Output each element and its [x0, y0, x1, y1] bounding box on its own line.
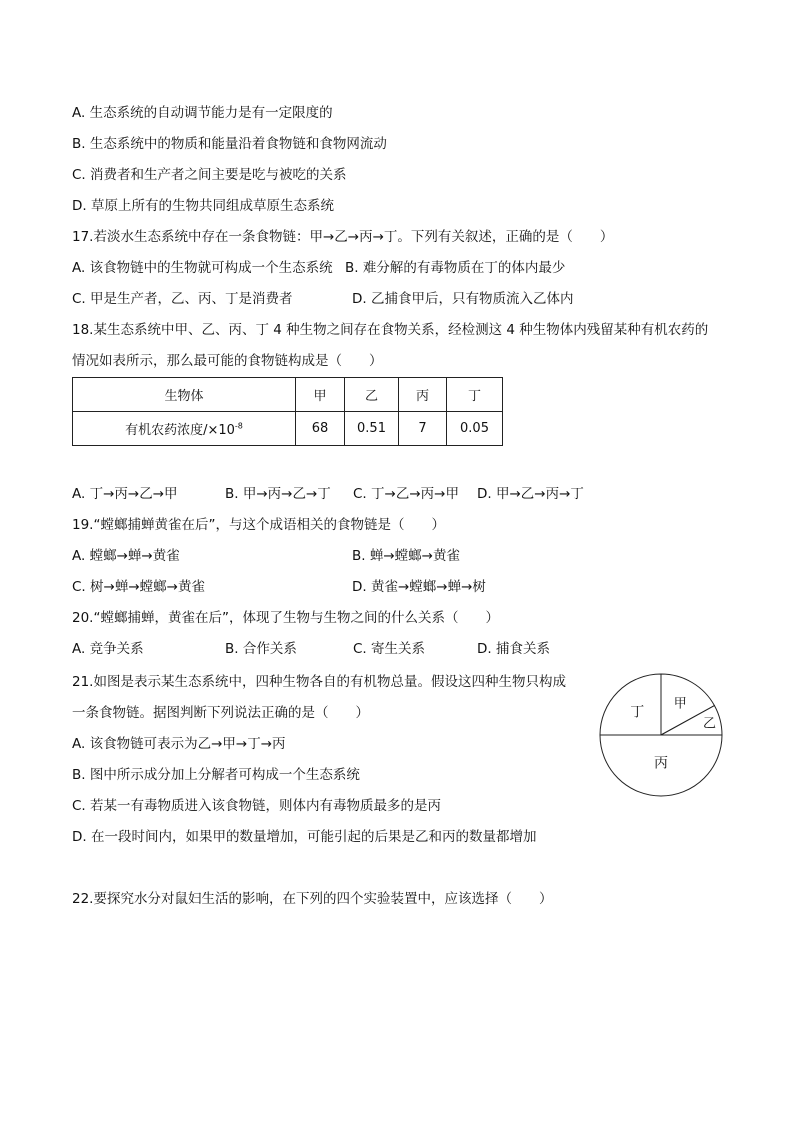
table-cell: 0.51	[345, 412, 399, 446]
q17-option-b: B. 难分解的有毒物质在丁的体内最少	[345, 260, 566, 276]
pesticide-table	[72, 377, 503, 446]
table-cell: 68	[296, 412, 345, 446]
q20-option-c: C. 寄生关系	[353, 641, 426, 657]
q20-stem: 20.“螳螂捕蝉，黄雀在后”，体现了生物与生物之间的什么关系（ ）	[72, 610, 499, 626]
q16-option-c: C. 消费者和生产者之间主要是吃与被吃的关系	[72, 167, 347, 183]
table-header-cell: 丙	[399, 378, 447, 412]
table-row-label	[73, 412, 296, 446]
q16-option-b: B. 生态系统中的物质和能量沿着食物链和食物网流动	[72, 136, 387, 152]
q20-option-d: D. 捕食关系	[477, 641, 550, 657]
q17-option-d: D. 乙捕食甲后，只有物质流入乙体内	[352, 291, 574, 307]
q21-stem-line1: 21.如图是表示某生态系统中，四种生物各自的有机物总量。假设这四种生物只构成	[72, 674, 566, 690]
q17-stem: 17.若淡水生态系统中存在一条食物链：甲→乙→丙→丁。下列有关叙述，正确的是（ ）	[72, 229, 614, 245]
q18-stem-line2: 情况如表所示，那么最可能的食物链构成是（ ）	[72, 353, 383, 369]
table-header-cell: 甲	[296, 378, 345, 412]
q20-option-a: A. 竞争关系	[72, 641, 144, 657]
pie-slice-label: 丁	[630, 704, 645, 721]
q19-option-b: B. 蝉→螳螂→黄雀	[352, 548, 460, 564]
table-header-label: 生物体	[73, 378, 296, 412]
table-header-cell: 乙	[345, 378, 399, 412]
q17-option-a: A. 该食物链中的生物就可构成一个生态系统	[72, 260, 333, 276]
q21-stem-line2: 一条食物链。据图判断下列说法正确的是（ ）	[72, 705, 369, 721]
q22-stem: 22.要探究水分对鼠妇生活的影响，在下列的四个实验装置中，应该选择（ ）	[72, 891, 553, 907]
q19-option-d: D. 黄雀→螳螂→蝉→树	[352, 579, 486, 595]
table-cell: 7	[399, 412, 447, 446]
q19-option-c: C. 树→蝉→螳螂→黄雀	[72, 579, 205, 595]
q21-option-b: B. 图中所示成分加上分解者可构成一个生态系统	[72, 767, 360, 783]
q17-option-c: C. 甲是生产者，乙、丙、丁是消费者	[72, 291, 293, 307]
q18-option-b: B. 甲→丙→乙→丁	[225, 486, 331, 502]
q18-option-a: A. 丁→丙→乙→甲	[72, 486, 178, 502]
row-label-text: 有机农药浓度/×10	[125, 423, 235, 438]
pie-slice-label: 乙	[702, 716, 716, 732]
q16-option-d: D. 草原上所有的生物共同组成草原生态系统	[72, 198, 334, 214]
q21-option-d: D. 在一段时间内，如果甲的数量增加，可能引起的后果是乙和丙的数量都增加	[72, 829, 537, 845]
q21-option-c: C. 若某一有毒物质进入该食物链，则体内有毒物质最多的是丙	[72, 798, 442, 814]
q16-option-a: A. 生态系统的自动调节能力是有一定限度的	[72, 105, 333, 121]
organic-matter-pie-chart	[598, 672, 724, 798]
q18-option-d: D. 甲→乙→丙→丁	[477, 486, 584, 502]
q21-option-a: A. 该食物链可表示为乙→甲→丁→丙	[72, 736, 286, 752]
q18-option-c: C. 丁→乙→丙→甲	[353, 486, 459, 502]
q18-stem-line1: 18.某生态系统中甲、乙、丙、丁 4 种生物之间存在食物关系，经检测这 4 种生物体内残留某种有机农药的	[72, 322, 709, 338]
pie-slice-label: 丙	[654, 755, 668, 772]
table-cell: 0.05	[447, 412, 503, 446]
q19-stem: 19.“螳螂捕蝉黄雀在后”，与这个成语相关的食物链是（ ）	[72, 517, 445, 533]
q19-option-a: A. 螳螂→蝉→黄雀	[72, 548, 180, 564]
row-label-exponent: -8	[234, 421, 243, 431]
table-row	[73, 412, 503, 446]
table-header-row	[73, 378, 503, 412]
q20-option-b: B. 合作关系	[225, 641, 297, 657]
pie-slice-label: 甲	[673, 696, 687, 712]
table-header-cell: 丁	[447, 378, 503, 412]
